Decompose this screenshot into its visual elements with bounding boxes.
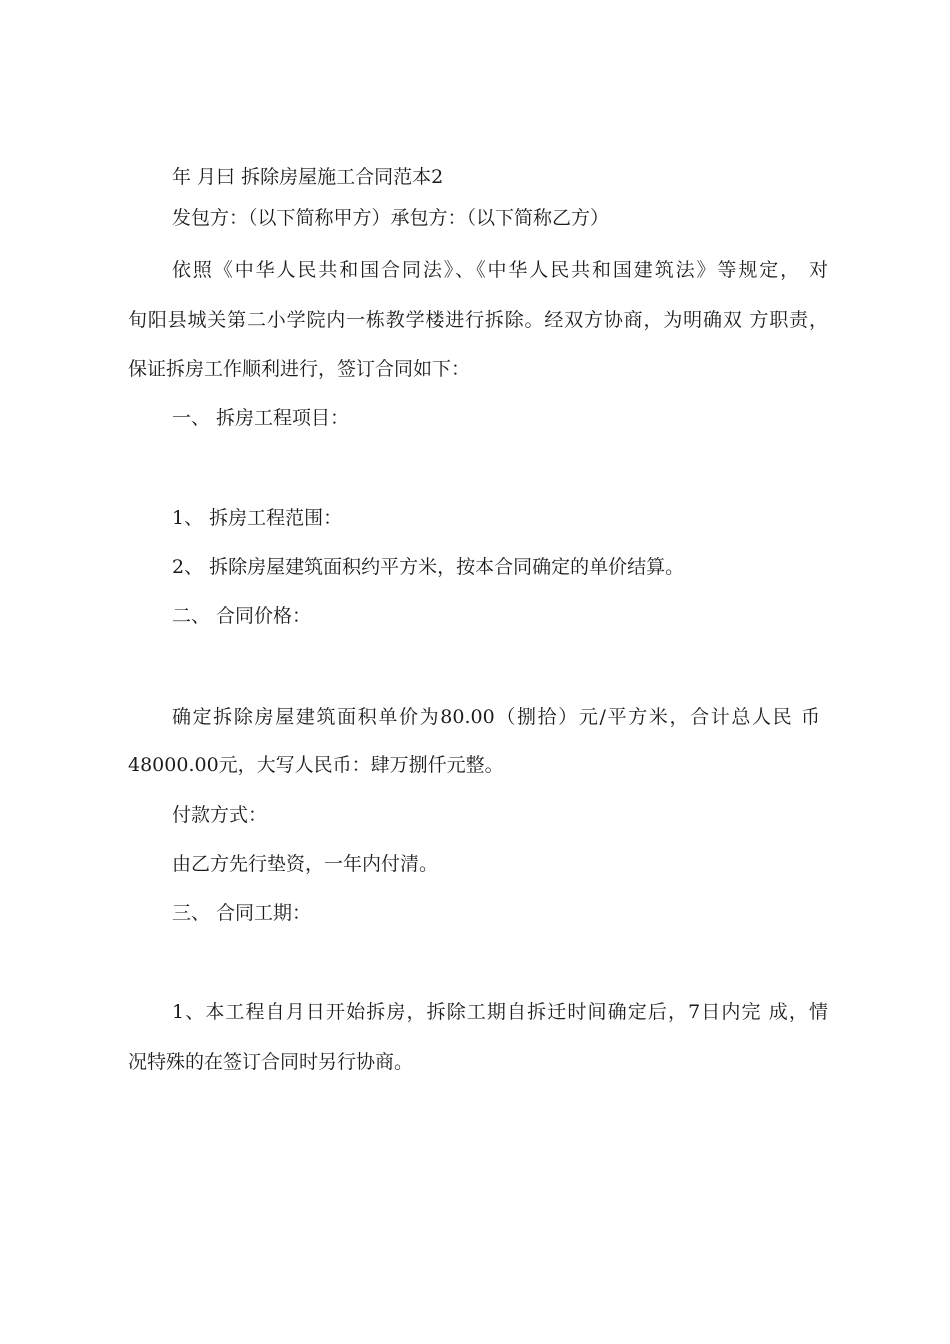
- section-2-heading: 二、 合同价格：: [172, 605, 312, 627]
- section-3-heading: 三、 合同工期：: [172, 902, 312, 924]
- parties-line: 发包方：（以下简称甲方）承包方：（以下简称乙方）: [172, 207, 610, 229]
- schedule-paragraph-line-1: 1、本工程自月日开始拆房，拆除工期自拆迁时间确定后，7日内完 成，情: [172, 1001, 828, 1023]
- payment-method-label: 付款方式：: [172, 804, 268, 826]
- schedule-paragraph-line-2: 况特殊的在签订合同时另行协商。: [128, 1051, 414, 1073]
- payment-method-text: 由乙方先行垫资，一年内付清。: [172, 853, 439, 875]
- date-and-title-line: 年 月曰 拆除房屋施工合同范本2: [172, 166, 444, 188]
- item-1-scope: 1、 拆房工程范围：: [172, 507, 343, 529]
- price-paragraph-line-2: 48000.00元，大写人民币：肆万捌仟元整。: [128, 754, 504, 776]
- section-1-heading: 一、 拆房工程项目：: [172, 407, 350, 429]
- intro-paragraph-line-3: 保证拆房工作顺利进行，签订合同如下：: [128, 358, 471, 380]
- price-paragraph-line-1: 确定拆除房屋建筑面积单价为80.00（捌拾）元/平方米，合计总人民 币: [172, 706, 820, 728]
- item-2-area: 2、 拆除房屋建筑面积约平方米，按本合同确定的单价结算。: [172, 556, 685, 578]
- intro-paragraph-line-1: 依照《中华人民共和国合同法》、《中华人民共和国建筑法》等规定， 对: [172, 259, 828, 281]
- intro-paragraph-line-2: 旬阳县城关第二小学院内一栋教学楼进行拆除。经双方协商，为明确双 方职责，: [128, 309, 828, 331]
